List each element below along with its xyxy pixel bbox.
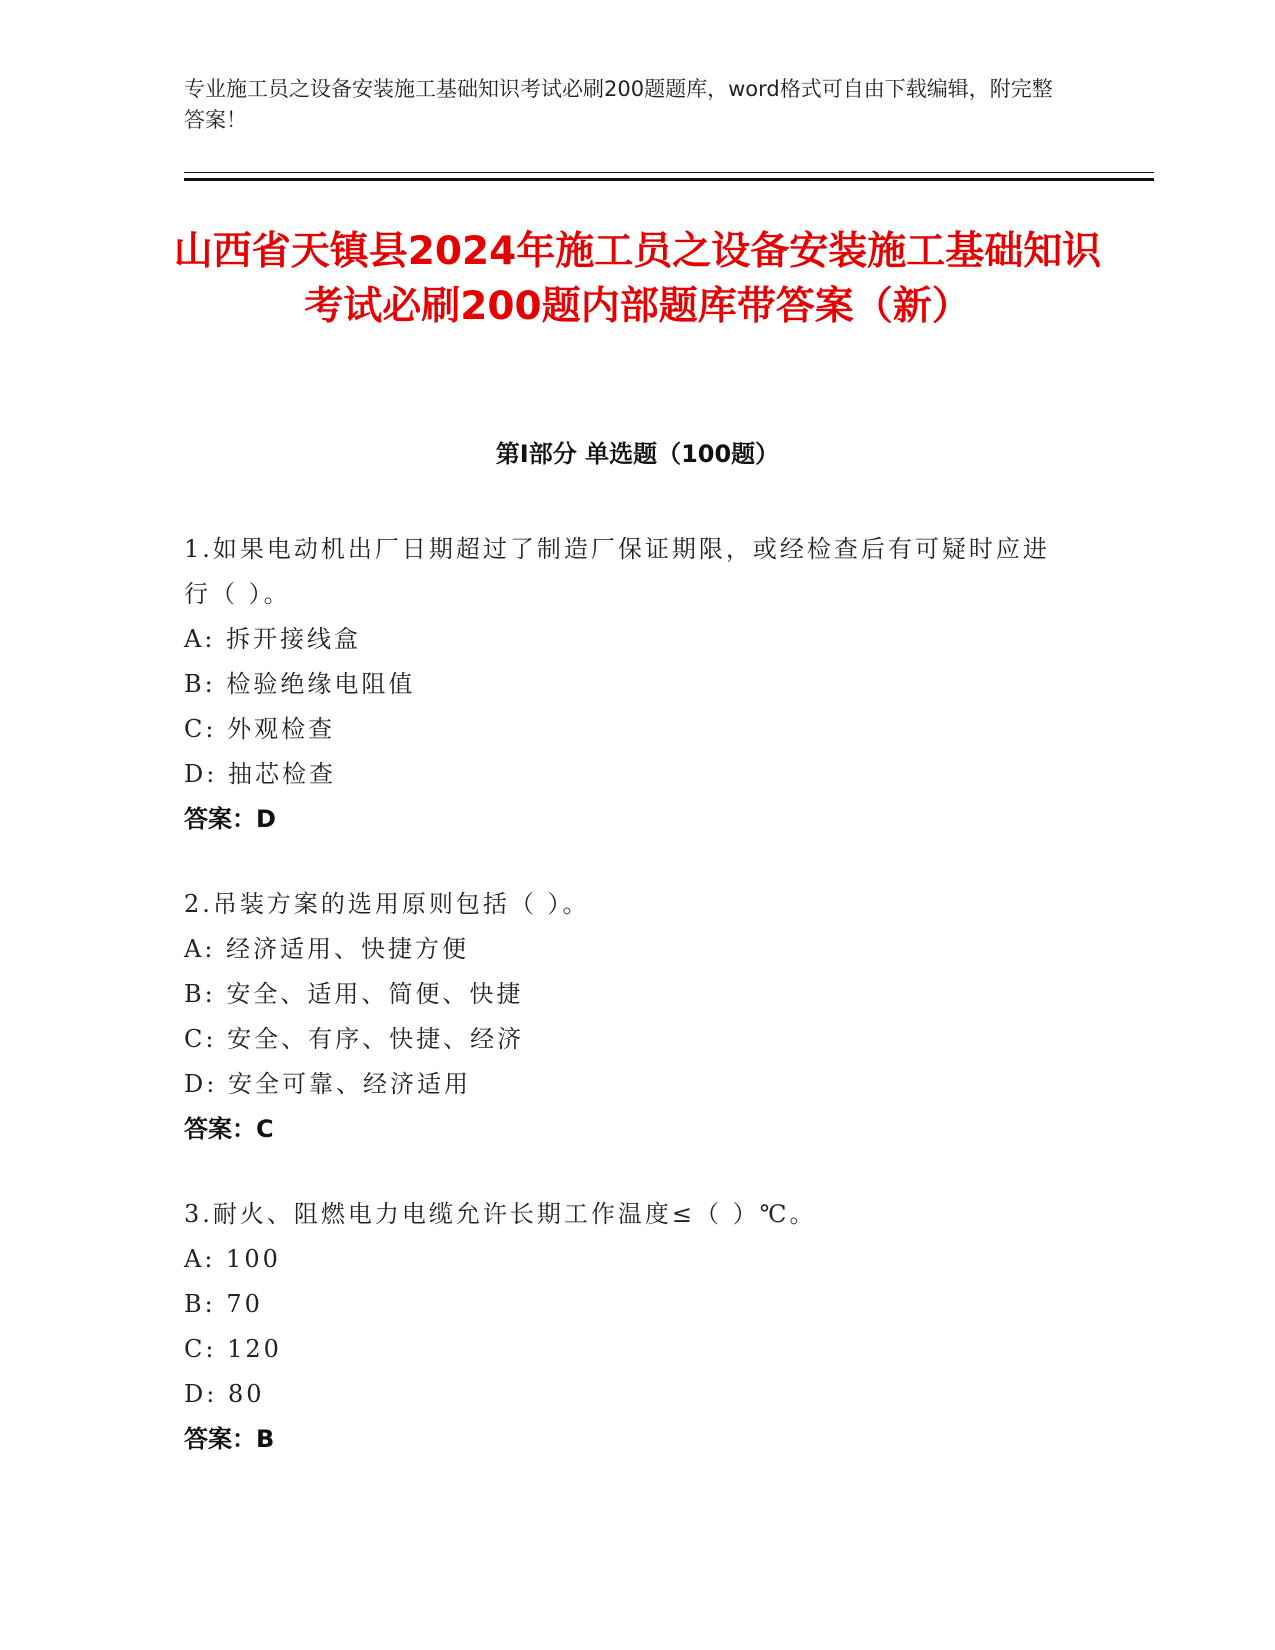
header-note: 专业施工员之设备安装施工基础知识考试必刷200题题库，word格式可自由下载编辑，附完整答案！ [184, 77, 1053, 132]
option-a: A: 经济适用、快捷方便 [184, 935, 470, 963]
option-c: C: 120 [184, 1335, 282, 1363]
answer: 答案：B [184, 1425, 275, 1453]
answer: 答案：C [184, 1115, 274, 1143]
option-d: D: 80 [184, 1380, 265, 1408]
option-b: B: 安全、适用、简便、快捷 [184, 980, 524, 1008]
option-c: C: 外观检查 [184, 715, 336, 743]
section-title: 第Ⅰ部分 单选题（100题） [495, 440, 780, 468]
option-b: B: 检验绝缘电阻值 [184, 670, 416, 698]
question-3 [184, 1192, 1064, 1462]
answer: 答案：D [184, 805, 276, 833]
question-stem: 2.吊装方案的选用原则包括（ ）。 [184, 890, 590, 918]
option-c: C: 安全、有序、快捷、经济 [184, 1025, 525, 1053]
question-stem: 3.耐火、阻燃电力电缆允许长期工作温度≤（ ）℃。 [184, 1200, 817, 1228]
header-divider-thin [184, 172, 1154, 173]
question-stem: 1.如果电动机出厂日期超过了制造厂保证期限，或经检查后有可疑时应进行（ ）。 [184, 535, 1050, 608]
question-2 [184, 882, 1064, 1152]
option-d: D: 安全可靠、经济适用 [184, 1070, 471, 1098]
option-a: A: 拆开接线盒 [184, 625, 362, 653]
option-b: B: 70 [184, 1290, 263, 1318]
header-divider-thick [184, 178, 1154, 181]
option-a: A: 100 [184, 1245, 281, 1273]
option-d: D: 抽芯检查 [184, 760, 336, 788]
question-1 [184, 527, 1064, 842]
document-title: 山西省天镇县2024年施工员之设备安装施工基础知识考试必刷200题内部题库带答案（新） [173, 229, 1102, 329]
